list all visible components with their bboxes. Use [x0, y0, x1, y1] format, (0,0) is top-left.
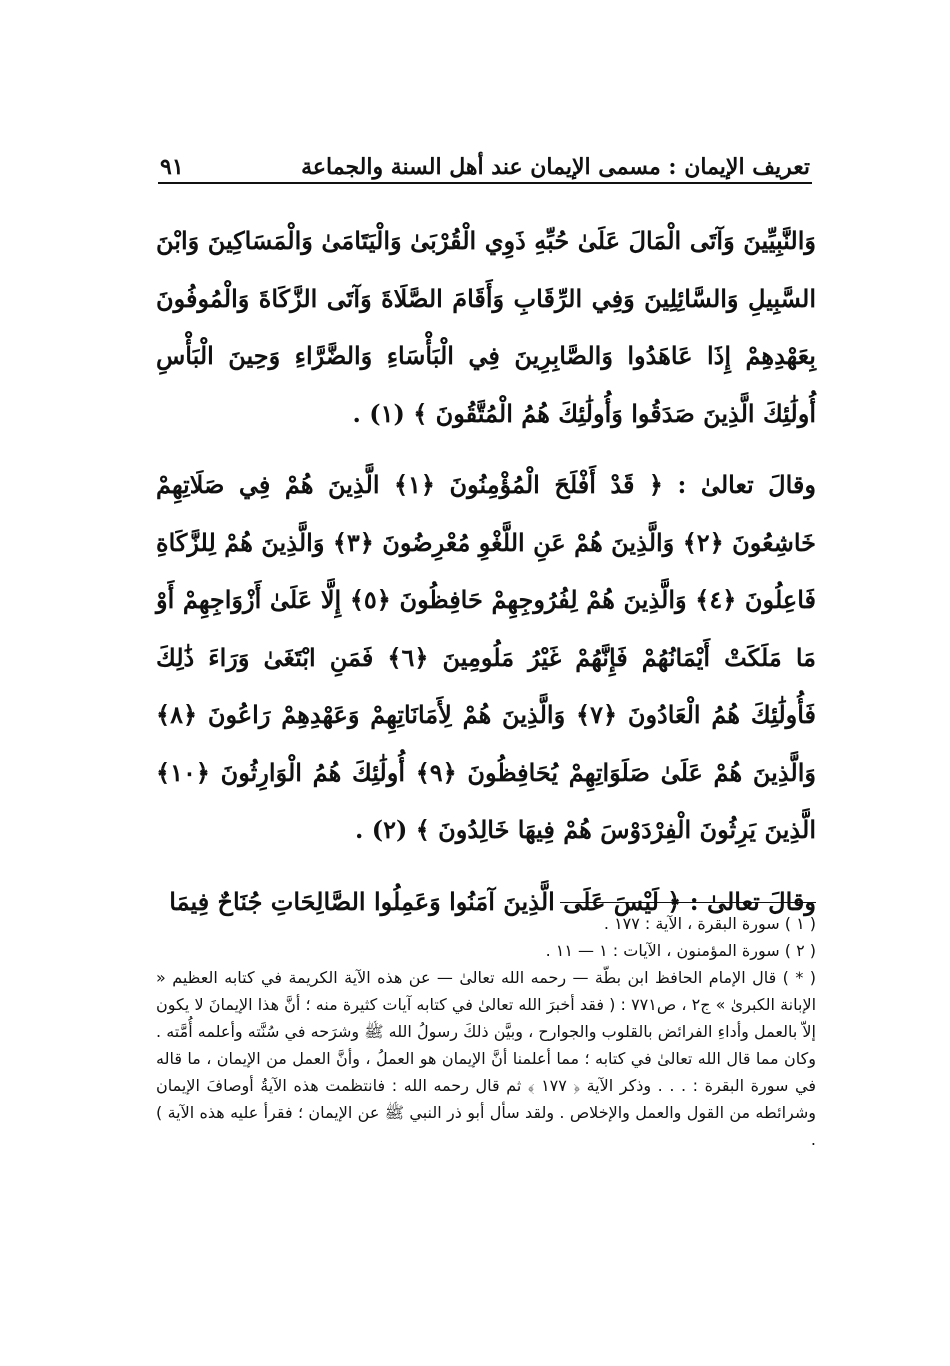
paragraph-quran-al-muminun: وقالَ تعالىٰ : ﴿ قَدْ أَفْلَحَ الْمُؤْمِنُونَ ﴿١﴾ الَّذِينَ هُمْ فِي صَلَاتِهِمْ خَاشِعُونَ ﴿٢﴾ وَالَّذِينَ هُمْ عَنِ اللَّغْوِ مُعْرِضُونَ ﴿٣﴾ وَالَّذِينَ هُمْ لِلزَّكَاةِ فَاعِلُونَ ﴿٤﴾ وَالَّذِينَ هُمْ لِفُرُوجِهِمْ حَافِظُونَ ﴿٥﴾ إِلَّا عَلَىٰ أَزْوَاجِهِمْ أَوْ مَا مَلَكَتْ أَيْمَانُهُمْ فَإِنَّهُمْ غَيْرُ مَلُومِينَ ﴿٦﴾ فَمَنِ ابْتَغَىٰ وَرَاءَ ذَٰلِكَ فَأُولَٰئِكَ هُمُ الْعَادُونَ ﴿٧﴾ وَالَّذِينَ هُمْ لِأَمَانَاتِهِمْ وَعَهْدِهِمْ رَاعُونَ ﴿٨﴾ وَالَّذِينَ هُمْ عَلَىٰ صَلَوَاتِهِمْ يُحَافِظُونَ ﴿٩﴾ أُولَٰئِكَ هُمُ الْوَارِثُونَ ﴿١٠﴾ الَّذِينَ يَرِثُونَ الْفِرْدَوْسَ هُمْ فِيهَا خَالِدُونَ ﴾ (٢) . [156, 470, 817, 844]
header-rule [158, 182, 812, 184]
footnotes [156, 910, 816, 1153]
header-title: تعريف الإيمان : مسمى الإيمان عند أهل السنة والجماعة [301, 154, 810, 180]
footnote-2: ( ٢ ) سورة المؤمنون ، الآيات : ١ — ١١ . [545, 941, 816, 960]
paragraph-quran-al-baqarah: وَالنَّبِيِّينَ وَآتَى الْمَالَ عَلَىٰ حُبِّهِ ذَوِي الْقُرْبَىٰ وَالْيَتَامَىٰ وَالْمَسَاكِينَ وَابْنَ السَّبِيلِ وَالسَّائِلِينَ وَفِي الرِّقَابِ وَأَقَامَ الصَّلَاةَ وَآتَى الزَّكَاةَ وَالْمُوفُونَ بِعَهْدِهِمْ إِذَا عَاهَدُوا وَالصَّابِرِينَ فِي الْبَأْسَاءِ وَالضَّرَّاءِ وَحِينَ الْبَأْسِ أُولَٰئِكَ الَّذِينَ صَدَقُوا وَأُولَٰئِكَ هُمُ الْمُتَّقُونَ ﴾ (١) . [156, 226, 816, 428]
main-text [156, 212, 816, 930]
page-number: ٩١ [160, 154, 184, 180]
footnote-rule [560, 902, 816, 903]
paragraph-quran-al-maidah: وقالَ تعالىٰ : ﴿ لَيْسَ عَلَى الَّذِينَ آمَنُوا وَعَمِلُوا الصَّالِحَاتِ جُنَاحٌ فِيمَا [169, 886, 816, 916]
footnote-1: ( ١ ) سورة البقرة ، الآية : ١٧٧ . [603, 914, 816, 933]
footnote-star: ( * ) قال الإمام الحافظ ابن بطّة — رحمه الله تعالىٰ — عن هذه الآية الكريمة في كتابه العظيم « الإبانة الكبرىٰ » ج٢ ، ص٧٧١ : ( فقد أخبرَ الله تعالىٰ في كتابه آيات كثيرة منه ؛ أنَّ هذا الإيمانَ لا يكون إلاّ بالعمل وأداءِ الفرائض بالقلوب والجوارح ، وبيَّن ذلكَ رسولُ الله ﷺ وشرَحه في سُنَّته وأعلمه أُمَّته . وكان مما قال الله تعالىٰ في كتابه ؛ مما أعلمنا أنَّ الإيمان هو العملُ ، وأنَّ العمل من الإيمان ، ما قاله في سورة البقرة : . . . وذكر الآية ﴿ ١٧٧ ﴾ ثم قال رحمه الله : فانتظمت هذه الآيةُ أوصافَ الإيمان وشرائطه من القول والعمل والإخلاص . ولقد سأل أبو ذر النبي ﷺ عن الإيمان ؛ فقرأ عليه هذه الآية ) . [156, 968, 817, 1149]
running-header [160, 146, 810, 180]
